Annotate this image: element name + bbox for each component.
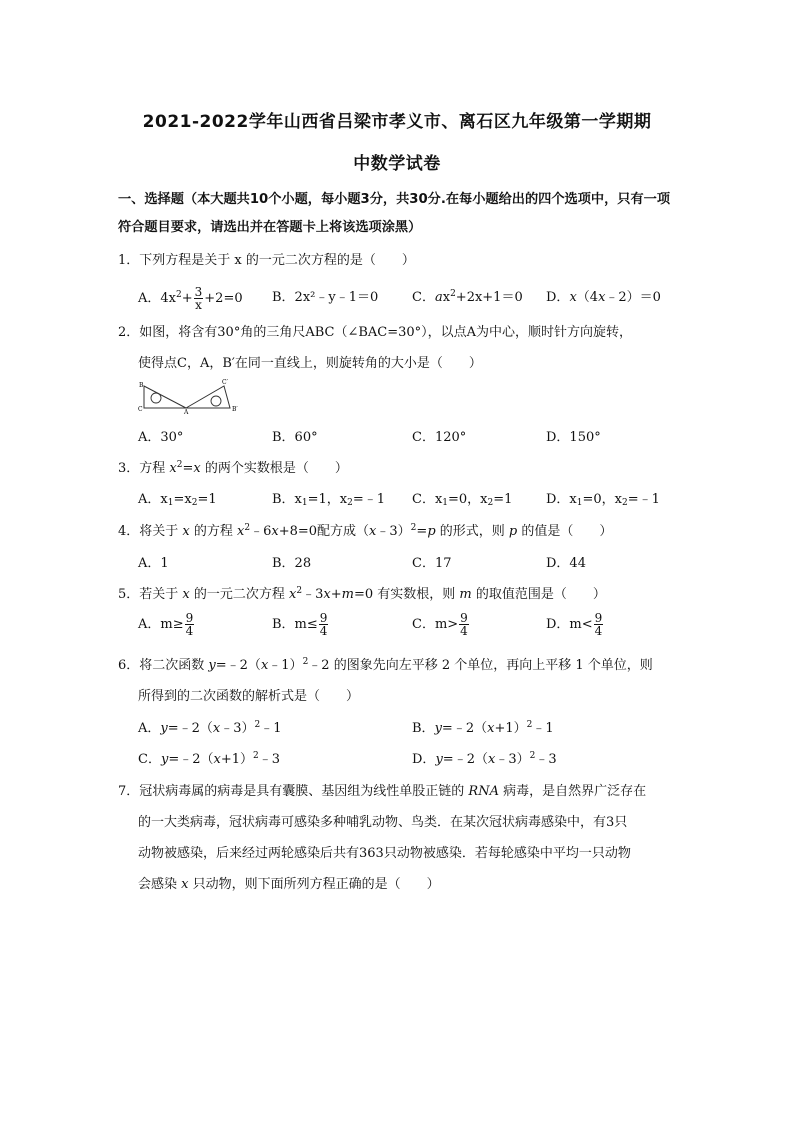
q3-option-c: C．$x_1=0$，$x_2=1$ [412,492,513,508]
q5-option-c: C．m> $\frac{9}{4}$ [412,611,468,638]
q3-option-b: B．$x_1=1$，$x_2=﹣1$ [272,492,386,508]
q2-option-a: A．30° [138,430,184,445]
q7-stem-line2: 的一大类病毒，冠状病毒可感染多种哺乳动物、鸟类．在某次冠状病毒感染中，有3只 [138,815,628,830]
q4-option-b: B．28 [272,556,312,571]
fig-label-c: C [138,406,143,413]
q3-option-a: A．$x_1=x_2=1$ [138,492,217,508]
q5-option-a: A．m≥ $\frac{9}{4}$ [138,611,194,638]
q6-stem-line2: 所得到的二次函数的解析式是（ ） [138,689,360,704]
q4-option-d: D．44 [546,556,586,571]
q6-stem-line1: 6．将二次函数 y=﹣2（x﹣1）$^2$﹣2 的图象先向左平移 2 个单位，再向上平移 1 个单位，则 [118,657,653,673]
q6-option-b: B．$y=﹣2(x+1)^2﹣1$ [412,720,554,736]
q4-stem: 4．将关于 x 的方程 $x^2﹣6x+8=0$配方成（x﹣3）$^2$=p 的形式，则 p 的值是（ ） [118,523,613,539]
fig-label-a: A [184,409,189,414]
exam-title-line2: 中数学试卷 [353,154,441,174]
q6-option-c: C．$y=﹣2(x+1)^2﹣3$ [138,751,281,767]
q4-option-a: A．1 [138,556,169,571]
q3-option-d: D．$x_1=0$，$x_2=﹣1$ [546,492,660,508]
q7-stem-line1: 7．冠状病毒属的病毒是具有囊膜、基因组为线性单股正链的 RNA 病毒，是自然界广泛存在 [118,784,647,799]
q2-option-c: C．120° [412,430,467,445]
q1-option-d: D．x（4x﹣2）＝0 [546,290,661,305]
q2-stem-line2: 使得点C，A，B′在同一直线上，则旋转角的大小是（ ） [138,356,482,371]
q2-triangle-figure [136,378,246,414]
q1-option-c: C．$ax^2+2x+1=0$ [412,289,523,305]
q6-option-a: A．y=﹣2（x﹣3）$^2$﹣1 [138,720,282,736]
q2-stem-line1: 2．如图，将含有30°角的三角尺ABC（∠BAC=30°），以点A为中心，顺时针方向旋转， [118,325,633,340]
fig-label-b: B [139,382,144,389]
q3-stem: 3．方程 $x^2=x$ 的两个实数根是（ ） [118,460,348,476]
fig-label-b-prime: B′ [232,406,238,413]
q2-option-b: B．60° [272,430,318,445]
exam-title-line1: 2021-2022学年山西省吕梁市孝义市、离石区九年级第一学期期 [142,112,652,132]
q7-stem-line3: 动物被感染，后来经过两轮感染后共有363只动物被感染．若每轮感染中平均一只动物 [138,846,631,861]
q1-option-a: A．$4x^2+$ $\frac{3}{x}$ +2=0 [138,285,243,312]
q1-stem: 1．下列方程是关于 x 的一元二次方程的是（ ） [118,253,415,268]
q5-stem: 5．若关于 x 的一元二次方程 $x^2﹣3x+m=0$ 有实数根，则 m 的取值范围是（ ） [118,586,606,602]
fig-label-c-prime: C′ [222,379,228,386]
q4-option-c: C．17 [412,556,452,571]
q5-option-d: D．m< $\frac{9}{4}$ [546,611,603,638]
q7-stem-line4: 会感染 x 只动物，则下面所列方程正确的是（ ） [138,877,440,892]
q2-option-d: D．150° [546,430,601,445]
section-heading: 一、选择题（本大题共10个小题，每小题3分，共30分.在每小题给出的四个选项中，只有一项符合题目要求，请选出并在答题卡上将该选项涂黑） [118,192,671,235]
q6-option-d: D．y=﹣2（x﹣3）$^2$﹣3 [412,751,557,767]
q5-option-b: B．m≤ $\frac{9}{4}$ [272,611,328,638]
q1-option-b: B．2x²﹣y﹣1＝0 [272,290,379,305]
